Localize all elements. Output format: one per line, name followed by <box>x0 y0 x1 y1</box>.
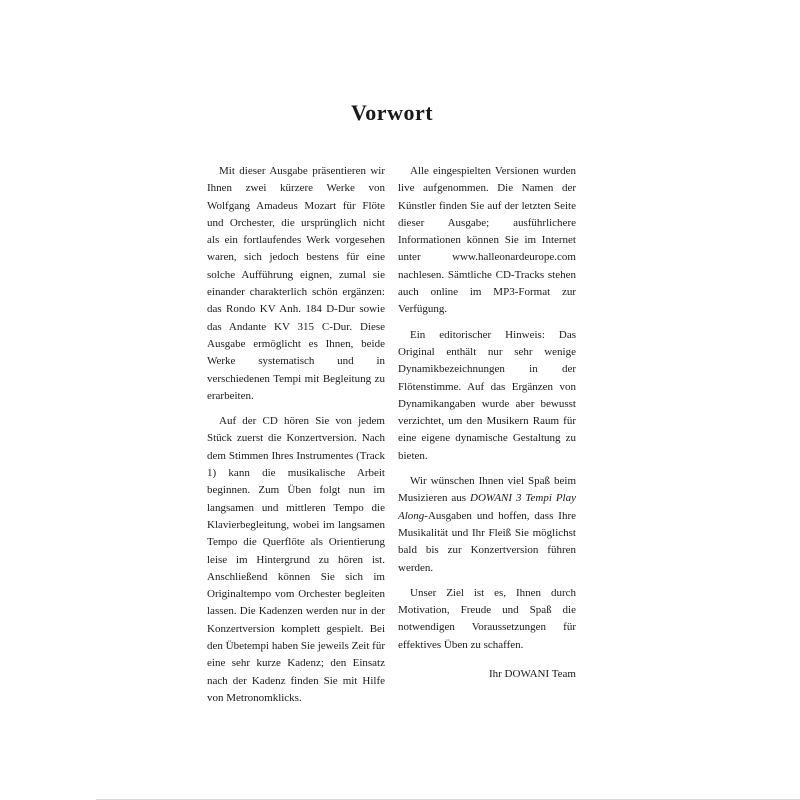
wishes-text-start: Wir wünschen Ihnen viel Spaß beim Musizieren aus <box>398 475 576 505</box>
paragraph-recordings: Alle eingespielten Versionen wurden live aufgenommen. Die Namen der Künstler finden Sie auf der letzten Seite dieser Ausgabe; ausführlichere Informationen können Sie im Internet unter www.halleonardeurope.com nachlesen. Sämtliche CD-Tracks stehen auch online im MP3-Format zur Verfügung. <box>398 165 576 316</box>
page-title: Vorwort <box>350 100 434 125</box>
paragraph-wishes <box>398 473 576 577</box>
series-title: DOWANI 3 Tempi Play Along <box>398 492 576 522</box>
right-text-column <box>398 163 576 691</box>
signature: Ihr DOWANI Team <box>488 668 576 681</box>
paragraph-cd-usage: Auf der CD hören Sie von jedem Stück zuerst die Konzertversion. Nach dem Stimmen Ihres Instrumentes (Track 1) kann die musikalische Arbeit beginnen. Zum Üben folgt nun im langsamen und mittleren Tempo die Klavierbegleitung, wobei im langsamen Tempo die Querflöte als Orientierung leise im Hintergrund zu hören ist. Anschließend können Sie sich im Originaltempo vom Orchester begleiten lassen. Die Kadenzen werden nur in der Konzertversion komplett gespielt. Bei den Übetempi haben Sie jeweils Zeit für eine sehr kurze Kadenz; den Einsatz nach der Kadenz finden Sie mit Hilfe von Metronomklicks. <box>207 415 385 704</box>
paragraph-goal: Unser Ziel ist es, Ihnen durch Motivation, Freude und Spaß die notwendigen Voraussetzungen für effektives Üben zu schaffen. <box>398 586 576 651</box>
left-text-column <box>207 163 385 715</box>
paragraph-edition-intro: Mit dieser Ausgabe präsentieren wir Ihnen zwei kürzere Werke von Wolfgang Amadeus Mozart für Flöte und Orchester, die ursprünglich nicht als ein fortlaufendes Werk vorgesehen waren, sich jedoch bestens für eine solche Aufführung eignen, zumal sie einander charakterlich schön ergänzen: das Rondo KV Anh. 184 D-Dur sowie das Andante KV 315 C-Dur. Diese Ausgabe ermöglicht es Ihnen, beide Werke systematisch und in verschiedenen Tempi mit Begleitung zu erarbeiten. <box>207 165 385 402</box>
wishes-text-end: -Ausgaben und hoffen, dass Ihre Musikalität und Ihr Fleiß Sie möglichst bald bis zur Konzertversion führen werden. <box>398 509 576 574</box>
paragraph-editorial-note: Ein editorischer Hinweis: Das Original enthält nur sehr wenige Dynamikbezeichnungen in der Flötenstimme. Auf das Ergänzen von Dynamikangaben wurde aber bewusst verzichtet, um den Musikern Raum für eine eigene dynamische Gestaltung zu bieten. <box>398 328 576 462</box>
